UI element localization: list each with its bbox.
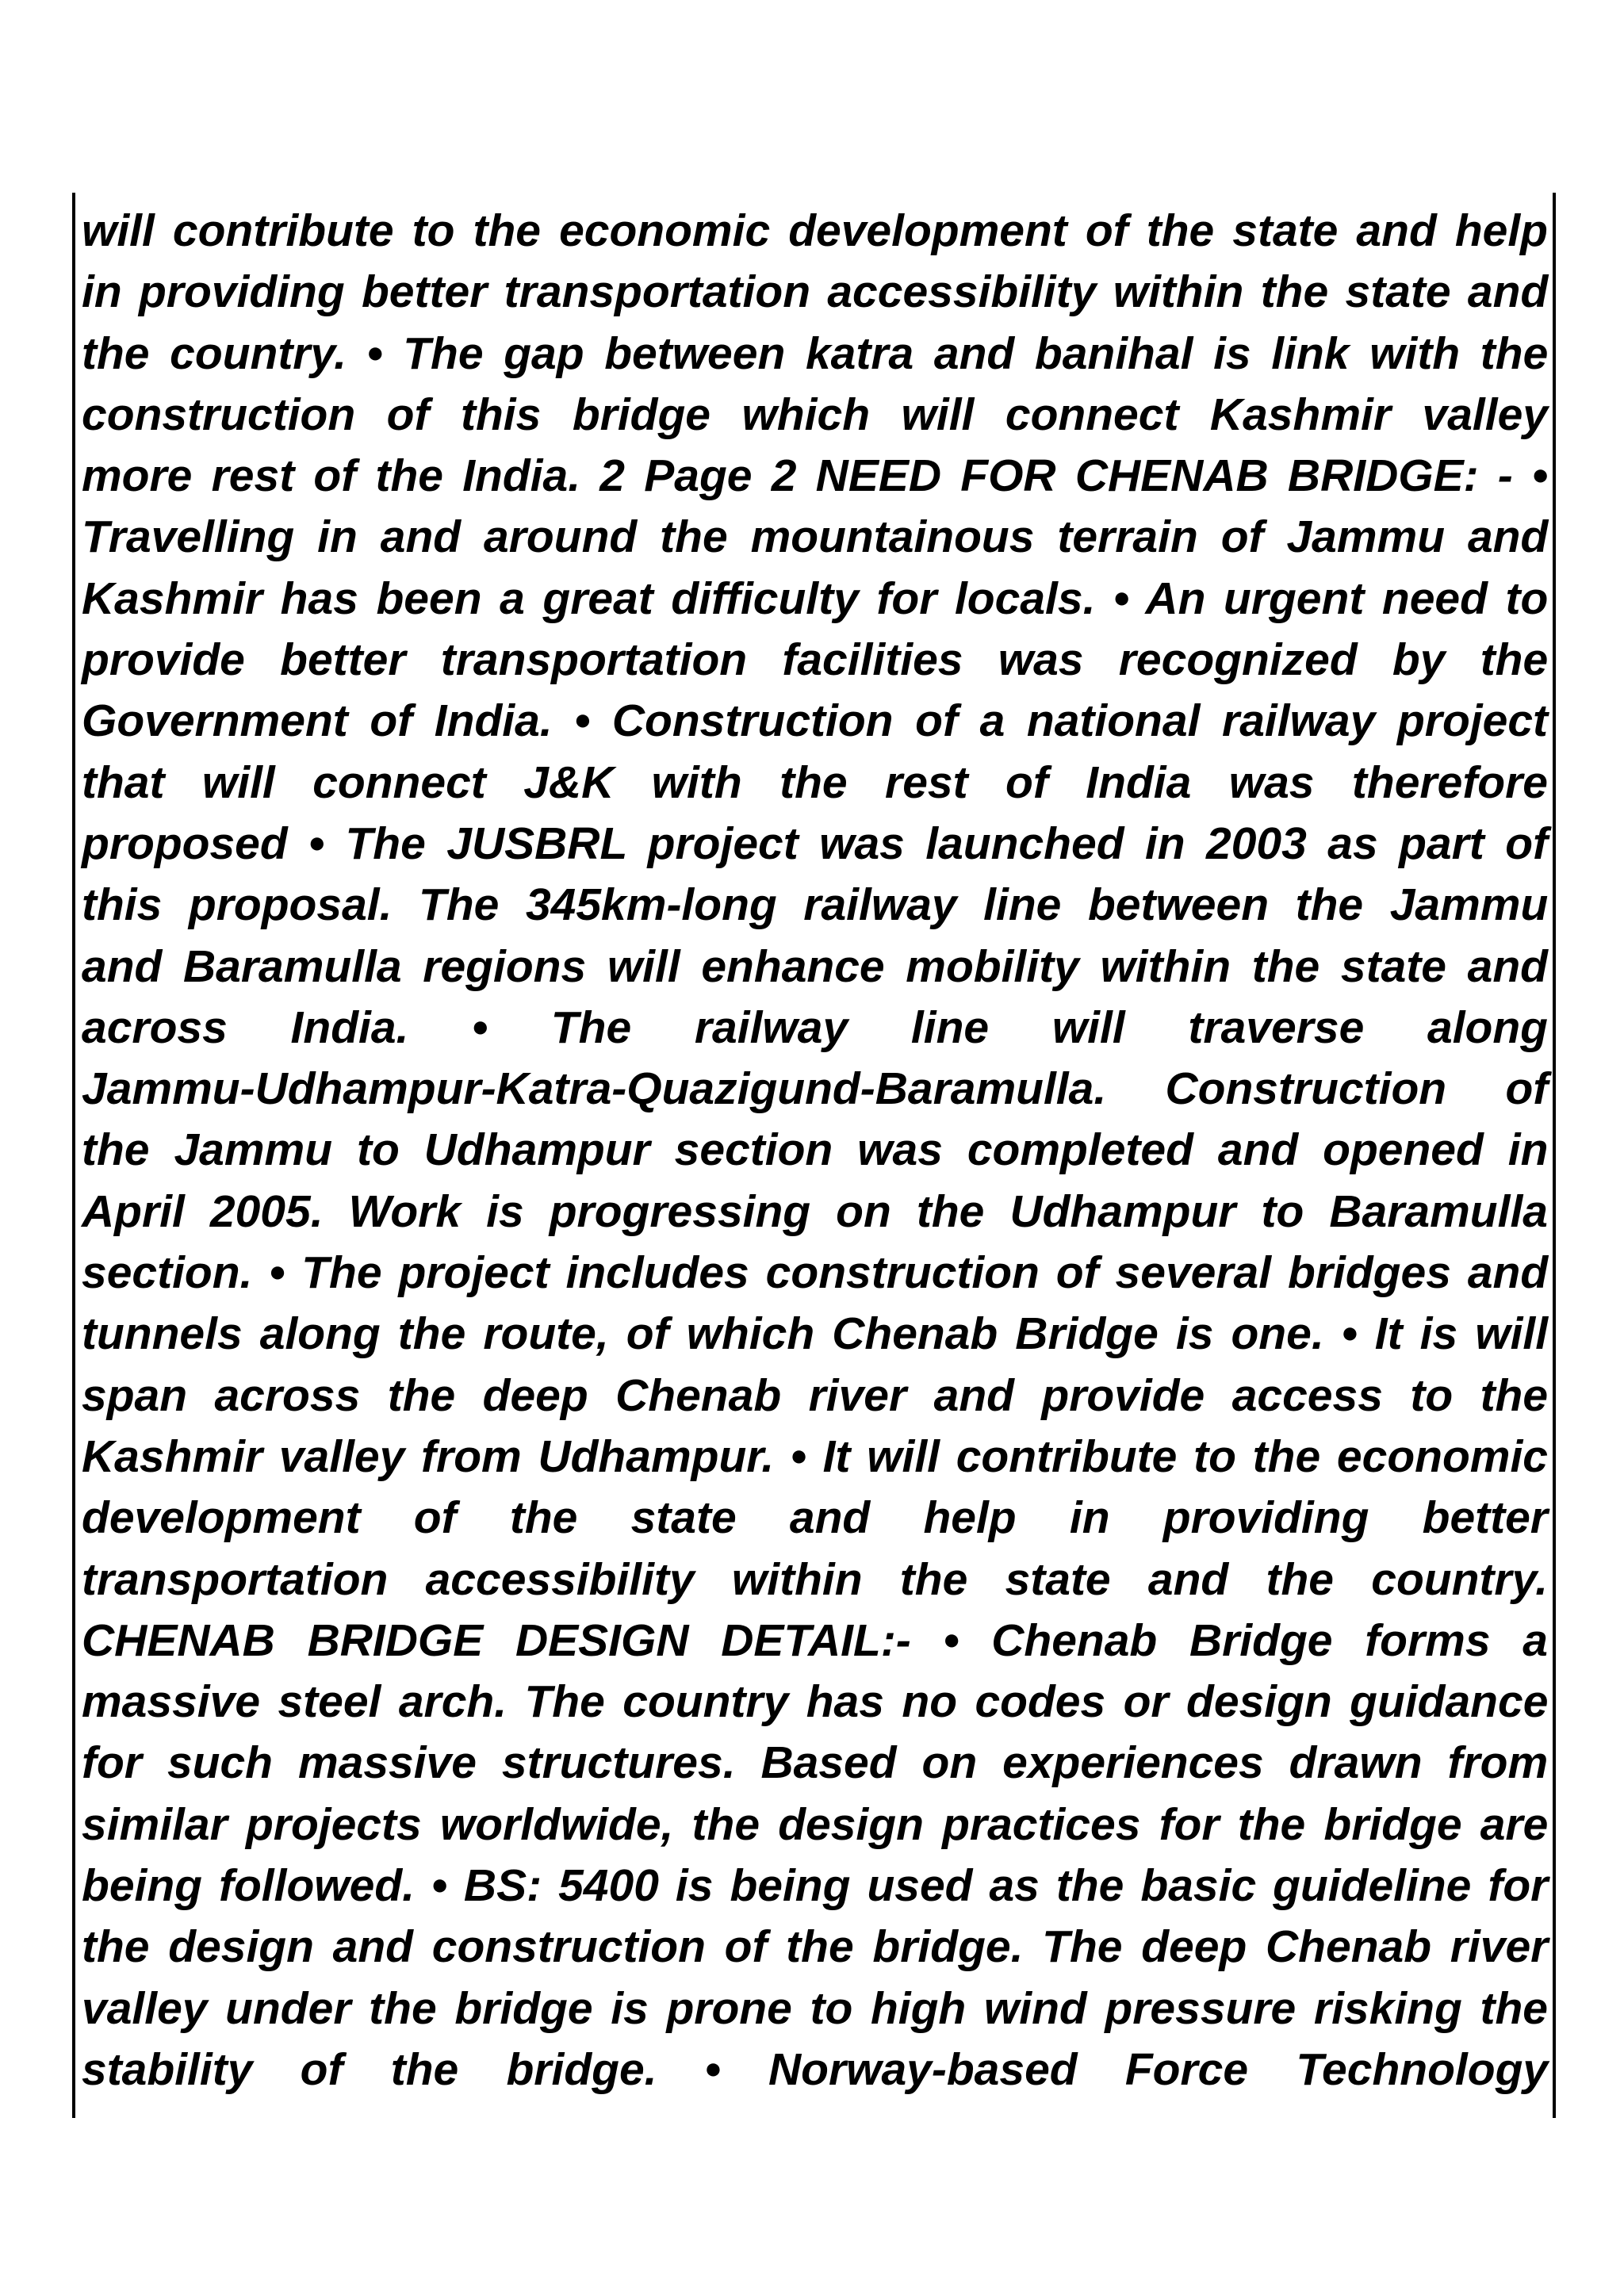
text-line: Travelling in and around the mountainous terrain of Jammu and xyxy=(82,511,1549,563)
text-line: Jammu-Udhampur-Katra-Quazigund-Baramulla. Construction of xyxy=(82,1063,1549,1115)
text-line: similar projects worldwide, the design practices for the bridge are xyxy=(82,1798,1549,1850)
text-line: section. • The project includes construction of several bridges and xyxy=(82,1247,1549,1299)
text-line: being followed. • BS: 5400 is being used as the basic guideline for xyxy=(82,1860,1549,1912)
text-line: construction of this bridge which will connect Kashmir valley xyxy=(82,389,1548,440)
text-line: the country. • The gap between katra and banihal is link with the xyxy=(82,327,1549,379)
text-line: stability of the bridge. • Norway-based Force Technology xyxy=(82,2043,1549,2095)
text-line: across India. • The railway line will traverse along xyxy=(82,1001,1548,1053)
text-line: April 2005. Work is progressing on the Udhampur to Baramulla xyxy=(82,1185,1548,1237)
text-line: proposed • The JUSBRL project was launched in 2003 as part of xyxy=(82,818,1548,869)
text-line: Kashmir valley from Udhampur. • It will contribute to the economic xyxy=(82,1430,1548,1482)
text-frame xyxy=(72,193,1556,2118)
text-line: in providing better transportation accessibility within the state and xyxy=(82,266,1549,318)
text-line: and Baramulla regions will enhance mobility within the state and xyxy=(82,940,1548,992)
text-line: valley under the bridge is prone to high wind pressure risking the xyxy=(82,1982,1548,2034)
text-line: Government of India. • Construction of a national railway project xyxy=(82,695,1548,747)
text-line: span across the deep Chenab river and provide access to the xyxy=(82,1369,1549,1421)
text-line: CHENAB BRIDGE DESIGN DETAIL:- • Chenab Bridge forms a xyxy=(82,1614,1548,1666)
text-line: will contribute to the economic development of the state and help xyxy=(82,205,1548,256)
text-line: transportation accessibility within the state and the country. xyxy=(82,1553,1549,1605)
text-line: more rest of the India. 2 Page 2 NEED FOR CHENAB BRIDGE: - • xyxy=(82,450,1548,502)
text-line: for such massive structures. Based on experiences drawn from xyxy=(82,1737,1549,1789)
body-text xyxy=(82,201,1548,2101)
text-line: provide better transportation facilities was recognized by the xyxy=(82,634,1549,686)
text-line: that will connect J&K with the rest of India was therefore xyxy=(82,756,1548,808)
text-line: massive steel arch. The country has no codes or design guidance xyxy=(82,1676,1549,1728)
text-line: the design and construction of the bridge. The deep Chenab river xyxy=(82,1921,1549,1973)
text-line: tunnels along the route, of which Chenab Bridge is one. • It is will xyxy=(82,1308,1549,1360)
text-line: this proposal. The 345km-long railway line between the Jammu xyxy=(82,879,1549,931)
text-line: development of the state and help in providing better xyxy=(82,1492,1548,1544)
text-line: Kashmir has been a great difficulty for locals. • An urgent need to xyxy=(82,573,1549,624)
text-line: the Jammu to Udhampur section was completed and opened in xyxy=(82,1124,1549,1176)
